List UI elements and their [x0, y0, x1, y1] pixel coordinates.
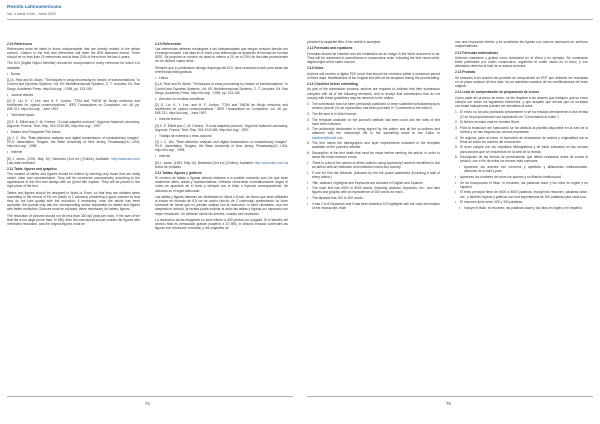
heading-references: 2.10 References — [7, 41, 33, 46]
checklist-item: 5. El texto cumple con los requisitos bibliográficos y de estilo indicados en las normas para autores que se encuentran en la web de la revista. — [455, 145, 588, 154]
reference-item — [7, 157, 140, 165]
paragraph: As part of the submission process, authors are required to indicate that their submission complies with all of the following elements, and to accept that submissions that do not comply with these guidelines may be returned to the author. — [307, 87, 440, 100]
paragraph: The resolution of pictures should not be less than 300 dpi (dots per inch). If the size of the final file is too large (more than 10 MB), then the manuscript should contain the figures with minimized resolution, and the original figures must be — [7, 213, 140, 227]
checklist-item: • Aparecen los nombres de todos los autores y su filiación institucional. — [455, 174, 562, 179]
checklist-item: 2. El fichero enviado está en formato Word. — [455, 120, 520, 125]
heading-checklist: 2.14 Checklist before submitting — [307, 82, 358, 87]
checklist-item: • The main text has 6000 to 8000 words, including abstract, keywords, etc., and also figures and graphic with an equivalence of 300 words for each. — [307, 186, 440, 195]
bullet-informe: • Informe técnico — [155, 117, 288, 121]
page-header — [0, 0, 600, 40]
reference-item: [4] J. C. Wu. "Rate-distortion analysis and digital transmission of nonstationary images". Ph.D. dissertation, Rutgers, the State University of New Jersey, Piscataway,NJ, USA, http://doi.org/ , 1998. — [155, 140, 288, 153]
checklist-item: 3. The template available on the journal's website has been used and the rules of text have been followed. — [307, 117, 440, 126]
right-page — [307, 40, 593, 390]
checklist-subitem: • Aparecen los autores con números y apellidos y afiliaciones institucionales, dirección de e-mail y país. — [459, 165, 588, 174]
reference-item: [4] J. C. Wu. "Rate-distortion analysis and digital transmission of nonstationary images". Ph.D. dissertation, Rutgers, the State University of New Jersey, Piscataway,NJ, USA, http://doi.org/ , 1998. — [7, 135, 140, 149]
paragraph: Authors will receive a digital PDF proof that should be reviewed within a maximum period of three days. Modifications of the original text will not be accepted during the proofreading. — [307, 71, 440, 80]
checklist-item: • The abstract has 200 to 300 words. — [307, 196, 364, 201]
checklist-item: 2. The file sent is in Word format. — [307, 111, 357, 116]
footer-rule-left — [7, 396, 293, 397]
bullet-tech: • Technical report — [7, 113, 140, 117]
page-number-right: 75 — [446, 401, 451, 406]
checklist-item: 1. The submission has not been previously published or been submitted simultaneously to another journal (Or an explanation has been provided in "Comments to the editor"). — [307, 102, 440, 111]
checklist-item: • It has 4 to 6 Keywords and it has been selected 3-5 highlights with the main information of the manuscript, each — [307, 201, 440, 210]
bullet-books: • Books — [7, 72, 140, 76]
paragraph: uno una resolución inferior y se suministra los figuras con nuevos resolución en archivos independientes. — [455, 40, 588, 49]
paragraph: The DOI (Digital Object Identifier) should be incorporated in every reference for which it is available. — [7, 61, 140, 70]
paragraph: La resolución de las imágenes no será inferior a 300 puntos por pulgada. Si el tamaño del archivo final es demasiado grande (superior a 10 MB), el artículo enviado contendrá las figuras con resolución reducida, y los originales se — [155, 217, 288, 231]
footer-rule-right — [307, 396, 593, 397]
page-number-left: 74 — [145, 401, 150, 406]
left-col-english — [7, 40, 140, 390]
checklist-item: 5. The text meets the bibliographic and style requirements indicated in the template available on the journal's website. — [307, 141, 440, 150]
paragraph: Siempre que lo publicación divulgo disponga del DOI, será necesario incluir para todas las referencias bibliográficas. — [155, 65, 288, 74]
heading-checklist-es: 2.14 Lista de comprobación de preparación de envíos — [455, 90, 540, 95]
reference-link[interactable]: http://www.atm.com — [111, 156, 140, 161]
paragraph: Se enviarán a los autores las pruebas de composición en PDF que deberán ser revisadas en un plazo máximo de tres días. No se admitirán cambios de las modificaciones del texto original. — [455, 75, 588, 89]
checklist-item: • El resumen tiene entre 200 y 300 palabras. — [455, 200, 524, 205]
journal-name: Revista Latinoamericana — [7, 4, 62, 9]
reference-item: [2] G. Liu, K. Y. Lee, and H. F. Jordan, "TDM and TWDM de Bruijn networks and shufflenets for optical communications," IEEE Transactions on Computers, vol. 46, pp. 695-701, http://doi.org/ , June 1997. — [155, 103, 288, 116]
reference-item: [1] A. Rezi and M. Allam, "Techniques in array processing by means of transformations," in Control and Dynamic Systems, Vol. 69, Multidimensional Systems, C. T. Leondes, Ed. San Diego: Academic Press, http://doi.org/ , 1995, pp. 133-180. — [155, 82, 288, 95]
heading-tablas: 2.11 Tablas, figuras y gráficos — [155, 170, 202, 175]
heading-formulas-es: 2.12 Fórmulas matemáticas — [455, 50, 499, 55]
heading-formulas: 2.12 Formulas and equations — [307, 46, 353, 51]
checklist-item: 4. Se adjunta, junto al envío, el formulario de declaración de autoría y originalidad con la firma de todos los autores del documento. — [455, 135, 588, 144]
reference-tail: Last date reviewed. — [7, 160, 36, 165]
paragraph: El número de tablas y figuras deberá limitarse a lo posible enviando solo los que sean realmente útiles, claras y representativas. Deberán numerarse correlativamente según el orden de aparición en el texto y siempre con el título o leyenda correspondiente. Se ubicarán en el lugar adecuado. — [155, 176, 288, 193]
bullet-tesis: • Trabajo de maestría o tesis doctoral — [155, 134, 288, 138]
paragraph: provided to separate files, if the article is accepted. — [307, 40, 382, 44]
checklist-item: • Title, abstract, highlights and Keywords are included in English and Spanish. — [307, 180, 424, 185]
left-col-spanish — [155, 40, 288, 390]
bullet-articulos: • Artículos en revistas científicas — [155, 97, 288, 101]
issue-line: Vol. 4 Issue 4 Abr - Junio 2019 — [7, 12, 56, 16]
bullet-journal: • Journal articles — [7, 93, 140, 97]
checklist-item: • There is a list of the names of all the authors using superscript numeric identifiers to link an author with an institution and institution name and country. — [307, 160, 440, 170]
checklist-item: • If one for find the behavior (followed by the full postal addresses (including e-mail of every author). — [307, 170, 440, 179]
heading-notes: 2.13 Notes — [307, 66, 324, 71]
reference-link[interactable]: http://www.atm.com — [254, 160, 284, 165]
email-link[interactable]: bambam@email.com — [312, 135, 344, 140]
reference-tail: La fecha de revisado. — [155, 160, 288, 169]
checklist-subitem: • Incluye el título, el resumen, las palabras clave y los hitos en inglés y en español. — [459, 205, 583, 210]
checklist-item: 1. El envío no ha sido publicado previamente ni se ha enviado previamente a otra revista (O se ha proporcionado una explicación en "Comentarios al editor"). — [455, 110, 588, 119]
reference-item: [1] A. Rezi and M. Allam, "Techniques in array processing by means of transformations," in Control and Dynamic Systems, Vol. 69, Multidimensional Systems, C. T. Leondes, Ed. San Diego: Academic Press, http://doi.org/ , 1995, pp. 133-180. — [7, 78, 140, 91]
checklist-item: 4. The authorship declaration is being signed by the author and all the co-authors and attached with the manuscript file in the submitting email to the Editor to bambam@email.com — [307, 127, 440, 140]
paragraph: Formulas should be inserted and set embedded as an image in the Word document or all. They will be numbered in parentheses in consecutive order, following the text visual order, aligned right at the same column. — [307, 51, 440, 64]
reference-text: [5] J. Jones. (1991, May 10). Networks (2nd ed.) [Online]. Available: — [155, 160, 254, 165]
checklist-item: 3. Para la redacción del manuscrito se ha utilizado la plantilla disponible en la web de la revista y se han seguido las normas expuestas. — [455, 125, 588, 134]
paragraph: Las referencias deberán restringirse a las indispensables que tengan relación directa con el trabajo enviado. Las citas en el texto y las referencias se ajustarán al formato de normas IEEE. Se propone un mínimo de citas no inferior a 20, en el 20% de las citas provenientes de los últimos cuatro años. — [155, 46, 288, 64]
paragraph: Las tablas y figuras deberán ser diseñadas en Word o Excel, de forma que sean editables al enviar en formato de 8,5 cm de ancho (ancho de 2 columnas) presentando un buen contraste de forma que no pierdan calidad con la reducción; si fuera necesario, una vez aceptado el artículo, la revista podrá solicitar al autor las tablas y figuras por separado con mejor resolución. Se deberán incluir las fuentes, cuando sea necesario. — [155, 194, 288, 216]
reference-item: [2] G. Liu, K. Y. Lee, and H. F. Jordan, "TDM and TWDM de Bruijn networks and shufflenets for optical communications," IEEE Transactions on Computers, vol. 46, pp. 695-701, http://doi.org/ , June 1997. — [7, 98, 140, 112]
bullet-internet: • Internet — [155, 154, 288, 158]
paragraph: The number of tables and figures should be limited by sending only those that are really useful, clear and representative. They will be numbered consecutively according to the appearance in the text and always with an (i)ned title caption. They will be placed in the right place of the text. — [7, 171, 140, 189]
paragraph: Deberán insertarse y grabar como ilustración en el Word y en ejemplo. Se numerarán entre paréntesis por orden consecutivo, siguiendo el orden visual en el texto, y con alineación derecha al final de la misma columna. — [455, 55, 588, 69]
right-col-spanish — [455, 40, 588, 390]
reference-item — [155, 161, 288, 169]
paragraph: References must be listed in those indispensable that are directly related to the article content. Citation in the text and references will meet the APA standard format. There should be no less than 20 references and at least 20% of them from the last 4 years. — [7, 46, 140, 60]
bullet-thesis: • Master And Postgrade PhD thesis — [7, 130, 140, 134]
reference-item: [3] K. E. Elliott and C. M. Greene, "A local adaptive protocol," Argonne National Laboratory, Argonne, France, Tech. Rep. 916-1010-BB, http://doi.org/ , 1997. — [155, 123, 288, 132]
checklist-item: 6. Descripción de las formas de presentación que deben realizarse antes de enviar el artículo, con el fin de evitar los errores más comunes: — [455, 155, 588, 164]
heading-tables: 2.11 Table, figures and graphics — [7, 166, 57, 171]
checklist-item: • El texto principal tiene de 6000 a 8000 palabras, incluyendo resumen, palabras clave, etc., y también figuras y gráficos con una equivalencia de 300 palabras para cada una. — [455, 190, 588, 199]
checklist-item: 6. Description of the text deals that must be made before sending the article, in order to avoid the most common errors. — [307, 151, 440, 160]
left-page — [7, 40, 293, 390]
reference-text: [5] J. Jones. (1991, May 10). Networks (2nd ed.) [Online]. Available: — [7, 156, 110, 161]
right-col-english — [307, 40, 440, 390]
heading-pruebas: 2.13 Pruebas — [455, 70, 476, 75]
reference-item: [3] K. E. Elliott and C. M. Greene, "A local adaptive protocol," Argonne National Laboratory, Argonne, France, Tech. Rep. 916-1010-BB, http://doi.org/ , 1997. — [7, 119, 140, 128]
bullet-internet: • Internet — [7, 150, 140, 154]
heading-referencias: 2.10 Referencias — [155, 41, 182, 46]
bullet-libros: • Libros — [155, 76, 288, 80]
paragraph: Tables and figures should be designed in Word or Excel, so that they are editable when submitting in the format of 8.5 cm (width of 2 columns) presenting a good contrast so that they do not lose quality with the reduction; if necessary, once the article has been accepted, the journal may ask the corresponding author separately for tables and figures with better resolution. Sources must be included, when necessary, for tables, figures. — [7, 190, 140, 212]
header-rule — [7, 19, 593, 20]
checklist-item: • Se ha incorporado el título, el resumen, las palabras clave y los hitos en inglés y en español. — [455, 180, 588, 189]
paragraph: Como parte del proceso de envío, se les requiere a los autores que indiquen que su envío cumpla con todos los siguientes elementos, y que acepten que envíos que no cumplan con estas indicaciones pueden ser devueltos al autor. — [455, 95, 588, 109]
